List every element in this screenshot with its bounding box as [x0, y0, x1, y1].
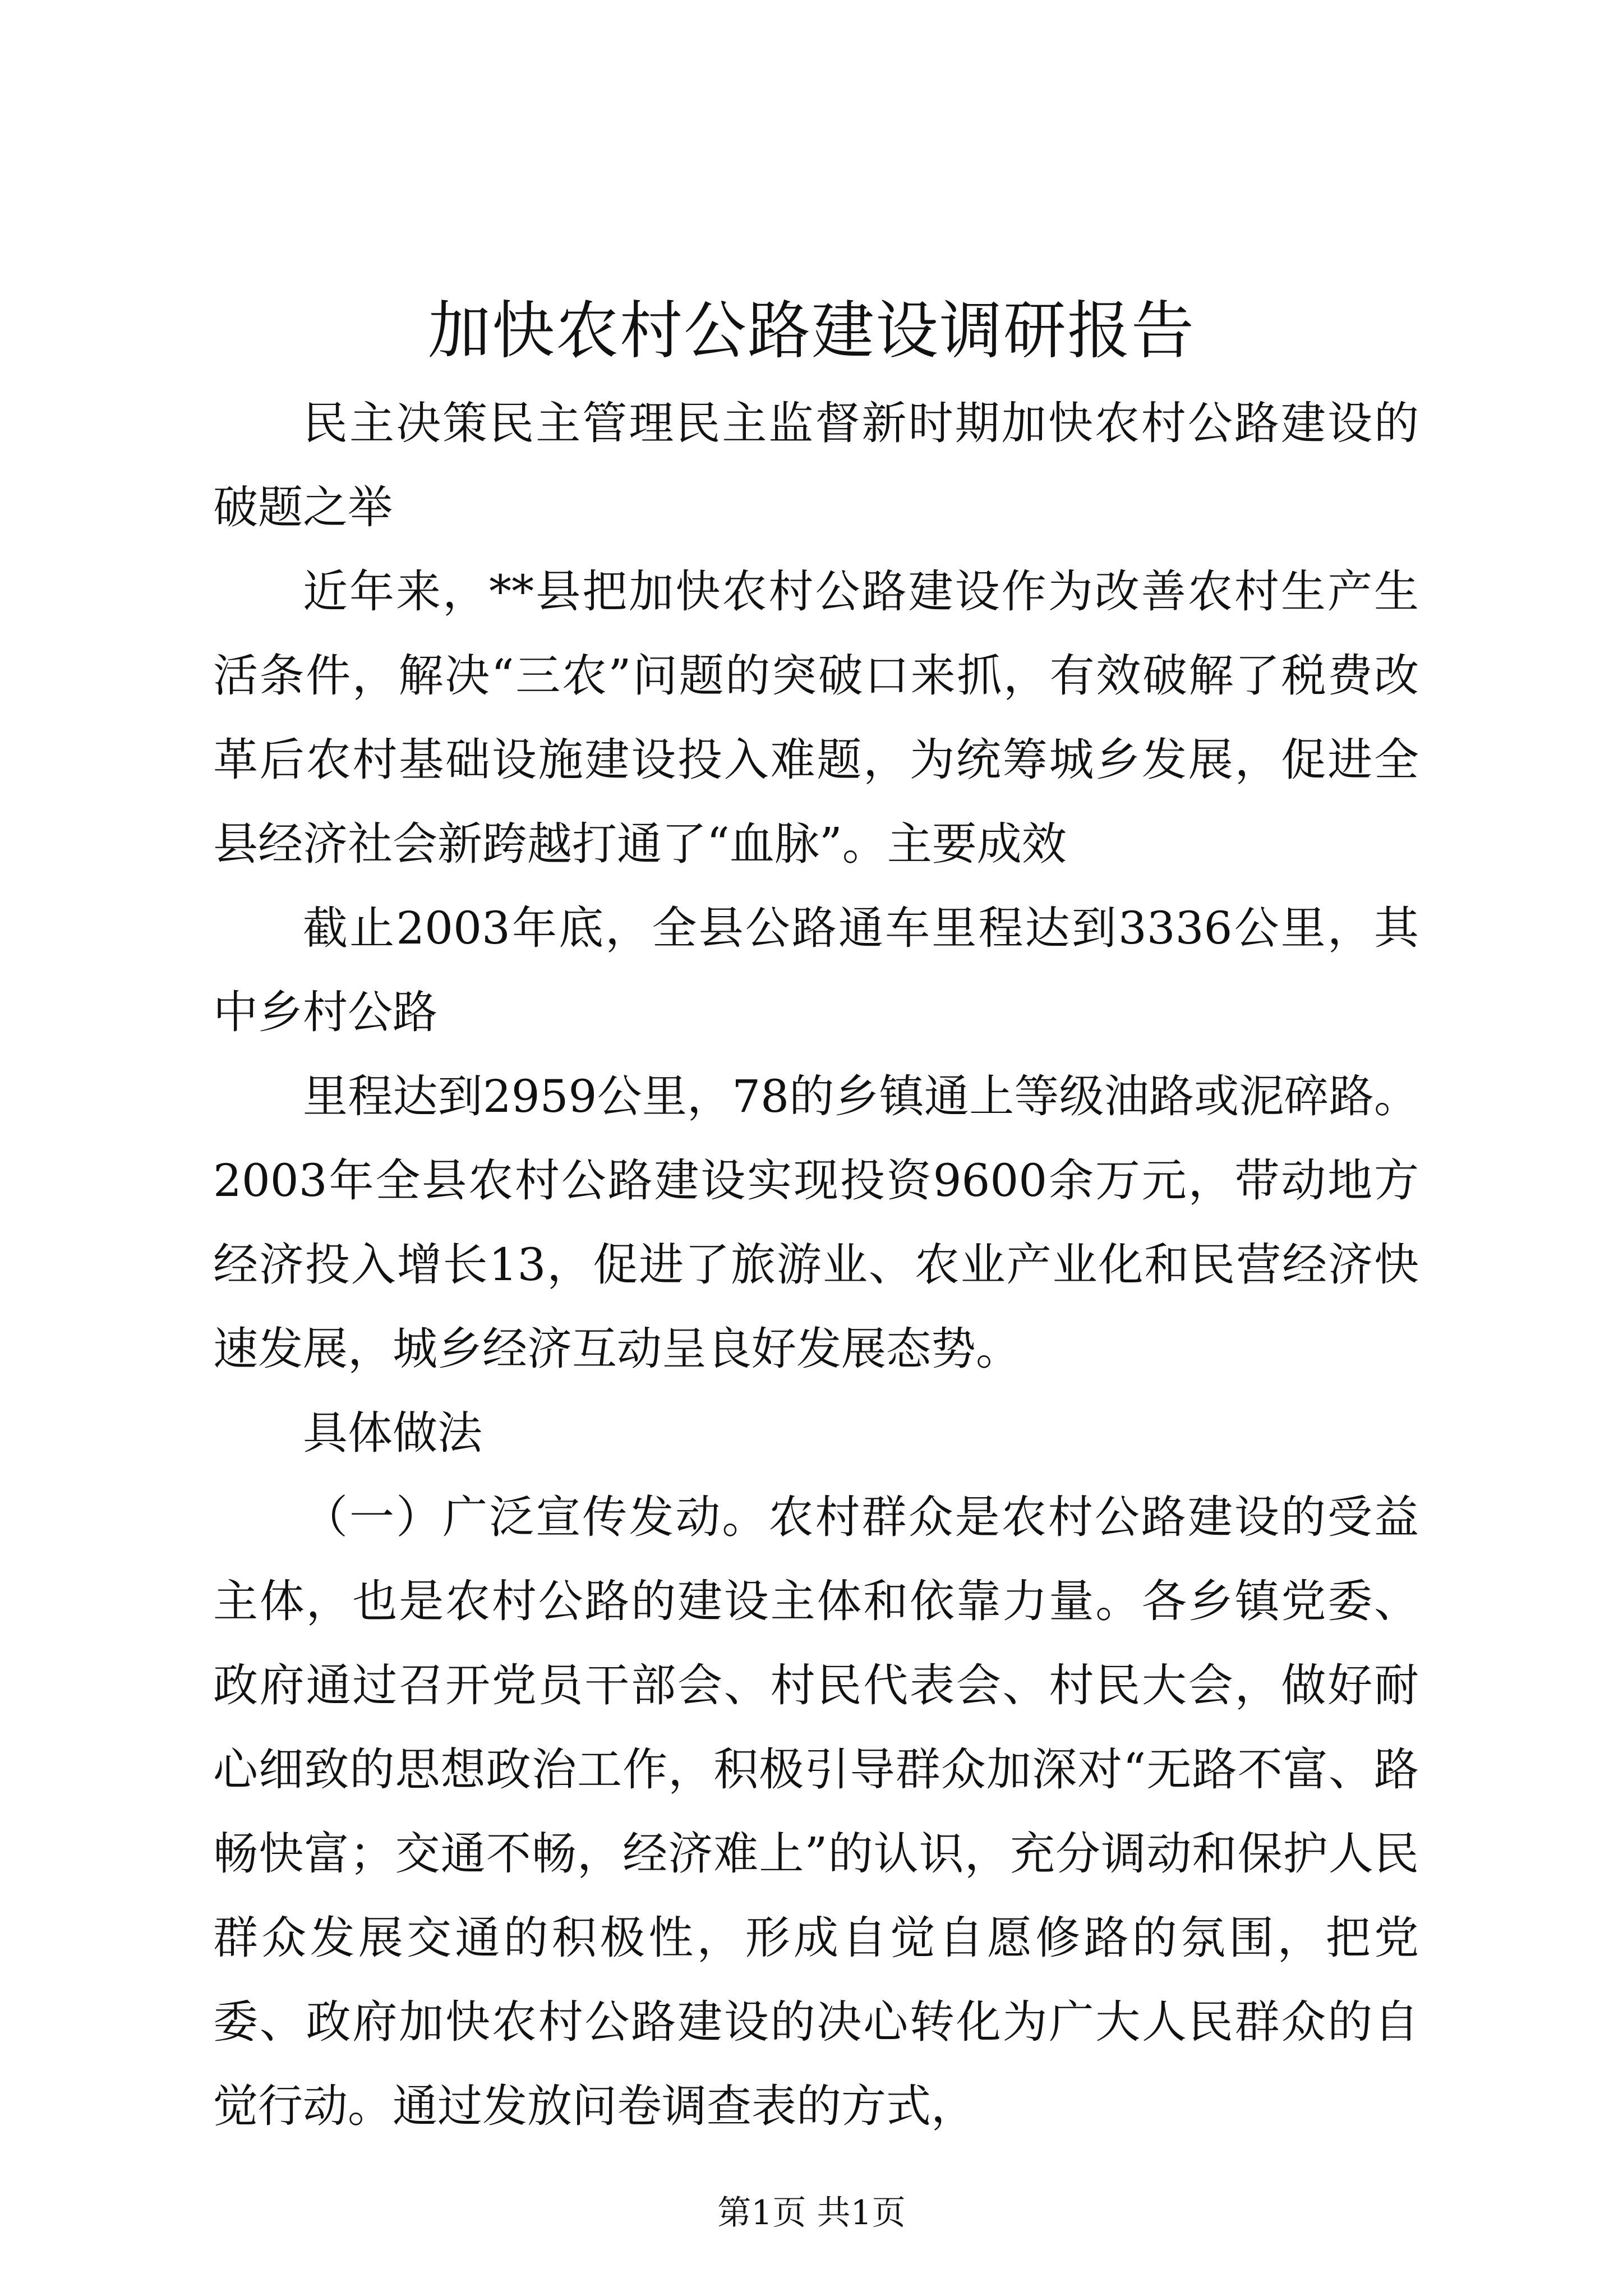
- section-heading: 具体做法: [303, 1407, 482, 1459]
- page-footer: 第1页 共1页: [717, 2193, 906, 2233]
- paragraph: 近年来，**县把加快农村公路建设作为改善农村生产生活条件，解决“三农”问题的突破口来抓，有效破解了税费改革后农村基础设施建设投入难题，为统筹城乡发展，促进全县经济社会新跨越打通了“血脉”。主要成效: [213, 565, 1419, 870]
- document-body: [213, 381, 1419, 2148]
- paragraph: 里程达到2959公里，78的乡镇通上等级油路或泥碎路。2003年全县农村公路建设实现投资9600余万元，带动地方经济投入增长13，促进了旅游业、农业产业化和民营经济快速发展，城乡经济互动呈良好发展态势。: [213, 1070, 1419, 1375]
- paragraph: 截止2003年底，全县公路通车里程达到3336公里，其中乡村公路: [213, 902, 1419, 1038]
- paragraph: （一）广泛宣传发动。农村群众是农村公路建设的受益主体，也是农村公路的建设主体和依靠力量。各乡镇党委、政府通过召开党员干部会、村民代表会、村民大会，做好耐心细致的思想政治工作，积极引导群众加深对“无路不富、路畅快富；交通不畅，经济难上”的认识，充分调动和保护人民群众发展交通的积极性，形成自觉自愿修路的氛围，把党委、政府加快农村公路建设的决心转化为广大人民群众的自觉行动。通过发放问卷调查表的方式，: [213, 1491, 1419, 2132]
- document-title: 加快农村公路建设调研报告: [428, 295, 1195, 367]
- paragraph: 民主决策民主管理民主监督新时期加快农村公路建设的破题之举: [213, 397, 1419, 533]
